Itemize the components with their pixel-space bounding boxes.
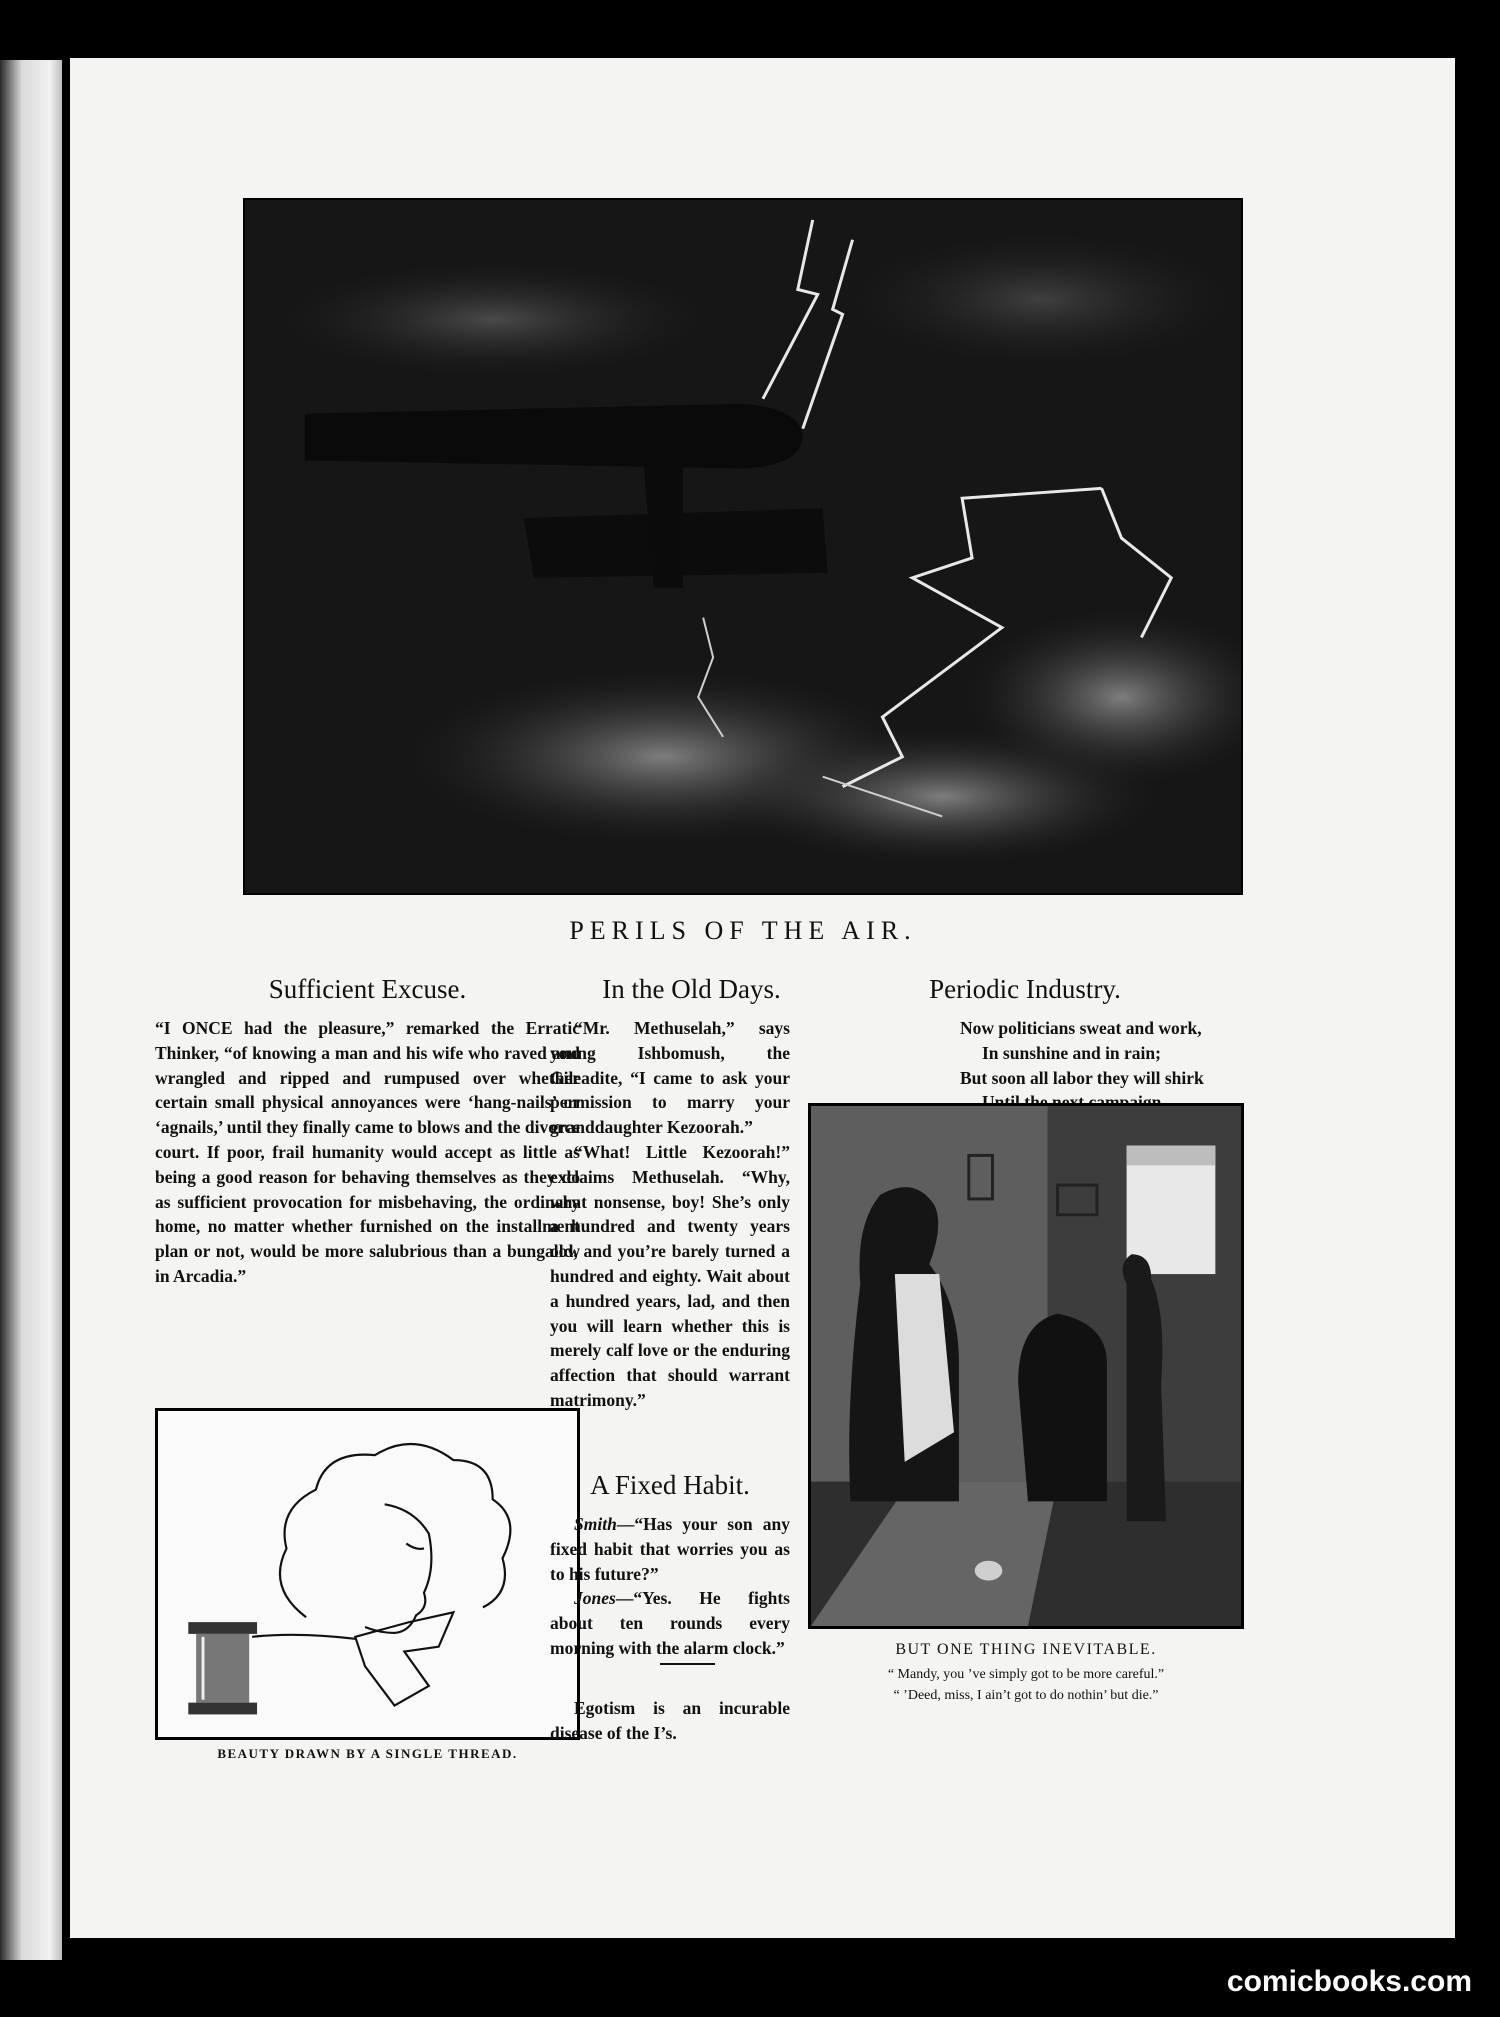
smith-speaker: Smith (574, 1514, 617, 1534)
smith-line: —“Has your son any fixed habit that worries you as to his future?” (550, 1514, 790, 1584)
jones-speaker: Jones (574, 1588, 616, 1609)
main-illustration-caption: PERILS OF THE AIR. (569, 916, 917, 945)
poem-line: In sunshine and in rain; (982, 1042, 1161, 1063)
magazine-page (70, 58, 1455, 1938)
watermark: comicbooks.com (1226, 1965, 1472, 1998)
fixed-habit-title: A Fixed Habit. (590, 1470, 750, 1500)
section-divider (660, 1663, 715, 1665)
thread-portrait-cartoon (155, 1408, 580, 1740)
sufficient-excuse-body (155, 1016, 580, 1289)
left-page-edge (0, 60, 62, 1960)
room-scene-caption-title: BUT ONE THING INEVITABLE. (895, 1641, 1157, 1658)
sufficient-excuse-title: Sufficient Excuse. (268, 974, 467, 1004)
fixed-habit-body (550, 1512, 790, 1661)
jones-line: —“Yes. He fights about ten rounds every morning with the alarm clock.” (550, 1588, 790, 1658)
old-days-paragraph-1: “Mr. Methuselah,” says young Ishbomush, the Gileadite, “I came to ask your permission to marry your granddaughter Kezoorah.” (550, 1018, 790, 1138)
egotism-text: Egotism is an incurable disease of the I’s. (550, 1698, 790, 1743)
room-scene-illustration (808, 1103, 1244, 1629)
airship-storm-illustration (243, 198, 1243, 895)
old-days-paragraph-2: “What! Little Kezoorah!” exclaims Methuselah. “Why, what nonsense, boy! She’s only a hundred and twenty years old, and you’re barely turned a hundred and eighty. Wait about a hundred years, lad, and then you will learn whether this is merely calf love or the enduring affection that should warrant matrimony.” (550, 1141, 790, 1410)
room-scene-quote-2: “ ’Deed, miss, I ain’t got to do nothin’ but die.” (893, 1688, 1159, 1703)
poem-line: But soon all labor they will shirk (960, 1067, 1204, 1088)
sufficient-excuse-paragraph: “I ONCE had the pleasure,” remarked the Erratic Thinker, “of knowing a man and his wife who raved and wrangled and ripped and rumpused over whether certain small physical annoyances were ‘hang-nails’ or ‘agnails,’ until they finally came to blows and the divorce court. If poor, frail humanity would accept as little as being a good reason for behaving themselves as they do as sufficient provocation for misbehaving, the ordinary home, no matter whether furnished on the installment plan or not, would be more salubrious than a bungalow in Arcadia.” (155, 1018, 580, 1286)
old-days-body (550, 1016, 790, 1413)
periodic-industry-title: Periodic Industry. (929, 974, 1121, 1004)
poem-line: Now politicians sweat and work, (960, 1018, 1202, 1038)
thread-cartoon-caption: BEAUTY DRAWN BY A SINGLE THREAD. (217, 1746, 518, 1761)
periodic-industry-poem (960, 1016, 1260, 1115)
egotism-body (550, 1696, 790, 1746)
old-days-title: In the Old Days. (602, 974, 781, 1004)
room-scene-quote-1: “ Mandy, you ’ve simply got to be more careful.” (887, 1667, 1165, 1682)
